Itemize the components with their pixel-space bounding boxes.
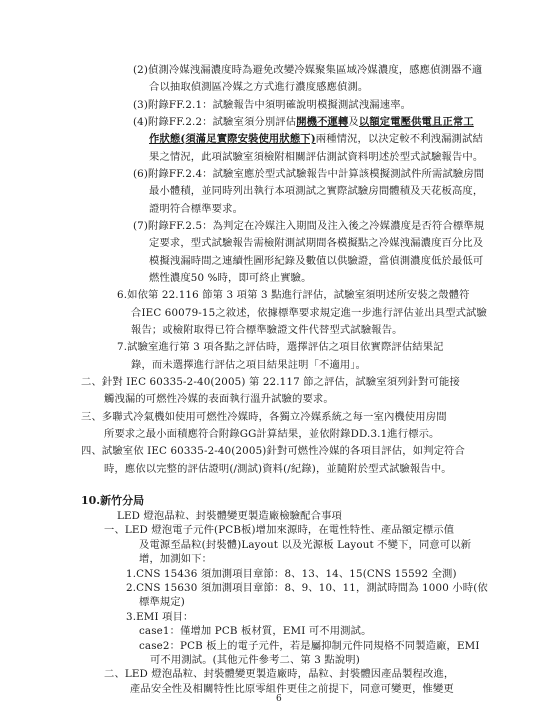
- text-line: 四、試驗室依 IEC 60335-2-40(2005)針對可燃性冷媒的各項目評估，如判定符合: [81, 445, 465, 457]
- text-line: 增，加測如下：: [139, 553, 213, 565]
- text-line: 最小體積，並同時列出執行本項測試之實際試驗房間體積及天花板高度，: [149, 185, 484, 197]
- text-line: 合以抽取偵測區冷媒之方式進行濃度感應偵測。: [149, 81, 369, 93]
- text-line: (2)偵測冷媒洩漏濃度時為避免改變冷媒聚集區域冷媒濃度，感應偵測器不適: [133, 64, 483, 76]
- underlined-text: 開機不運轉: [296, 116, 349, 128]
- text-line: 可不用測試。(其他元件參考二、第 3 點說明): [150, 654, 360, 666]
- text-line: 3.EMI 項目：: [126, 611, 194, 623]
- text-line: 產品安全性及相關特性比原零組件更佳之前提下，同意可變更，惟變更: [130, 683, 454, 695]
- text-line: case1：僅增加 PCB 板材質，EMI 可不用測試。: [139, 625, 372, 637]
- text-line: [149, 132, 483, 146]
- text-line: 一、LED 燈泡電子元件(PCB板)增加來源時，在電性特性、產品額定標示值: [104, 524, 455, 536]
- text-line: (3)附錄FF.2.1：試驗報告中須明確說明模擬測試洩漏速率。: [133, 99, 412, 111]
- text-line: 燃性濃度50 %時，即可終止實驗。: [149, 272, 312, 284]
- text-line: 及電源至晶粒(封裝體)Layout 以及光源板 Layout 不變下，同意可以新: [139, 539, 472, 551]
- text-line: 所要求之最小面積應符合附錄GG計算結果，並依附錄DD.3.1進行標示。: [104, 428, 440, 440]
- text-line: 合IEC 60079-15之敘述，依據標準要求規定進一步進行評估並出具型式試驗: [131, 307, 487, 319]
- text-line: 報告；或檢附取得已符合標準驗證文件代替型式試驗報告。: [131, 324, 403, 336]
- text-line: case2：PCB 板上的電子元件，若是屬抑制元件同規格不同製造廠，EMI: [139, 640, 480, 652]
- text-line: 6.如依第 22.116 節第 3 項第 3 點進行評估，試驗室須明述所安裝之殼體符: [117, 289, 470, 301]
- text-line: (6)附錄FF.2.4：試驗室應於型式試驗報告中計算該模擬測試件所需試驗房間: [133, 168, 485, 180]
- text-line: 定要求，型式試驗報告需檢附測試期間各模擬點之冷媒洩漏濃度百分比及: [149, 237, 484, 249]
- text-line: 錄，而未選擇進行評估之項目結果註明「不適用」。: [131, 359, 367, 371]
- text-run: 兩種情況，以決定較不利洩漏測試結: [315, 133, 483, 145]
- text-line: 證明符合標準要求。: [149, 203, 244, 215]
- underlined-text: 以額定電壓供電且正常工: [358, 116, 474, 128]
- text-line: 1.CNS 15436 須加測項目章節：8、13、14、15(CNS 15592 全測): [126, 568, 457, 580]
- text-run: (4)附錄FF.2.2：試驗室須分別評估: [133, 116, 297, 128]
- text-line: 觸洩漏的可燃性冷媒的表面執行溫升試驗的要求。: [104, 393, 334, 405]
- text-line: 二、LED 燈泡晶粒、封裝體變更製造廠時，晶粒、封裝體因產品製程改進，: [104, 668, 455, 680]
- text-line: 三、多聯式冷氣機如使用可燃性冷媒時，各獨立冷媒系統之每一室內機使用房間: [81, 411, 447, 423]
- text-line: [133, 115, 474, 129]
- text-line: 果之情況，此項試驗室須檢附相關評估測試資料明述於型式試驗報告中。: [149, 151, 484, 163]
- text-line: 模擬洩漏時間之連續性圖形紀錄及數值以供驗證，當偵測濃度低於最低可: [149, 255, 484, 267]
- text-run: 及: [348, 116, 359, 128]
- section-heading: 10.新竹分局: [81, 494, 145, 507]
- text-line: LED 燈泡晶粒、封裝體變更製造廠檢驗配合事項: [117, 510, 342, 522]
- text-line: 標準規定): [139, 596, 185, 608]
- text-line: (7)附錄FF.2.5：為判定在冷媒注入期間及注入後之冷媒濃度是否符合標準規: [133, 220, 485, 232]
- page-number: 6: [276, 694, 282, 704]
- text-line: 二、針對 IEC 60335-2-40(2005) 第 22.117 節之評估，試驗室須列針對可能接: [81, 376, 460, 388]
- text-line: 7.試驗室進行第 3 項各點之評估時，選擇評估之項目依實際評估結果記: [117, 341, 444, 353]
- underlined-text: 作狀態(須滿足實際安裝使用狀態下): [149, 133, 316, 145]
- text-line: 2.CNS 15630 須加測項目章節：8、9、10、11，測試時間為 1000 小時(依: [126, 582, 488, 594]
- text-line: 時，應依以完整的評估證明(/測試)資料(/紀錄)，並隨附於型式試驗報告中。: [104, 463, 452, 475]
